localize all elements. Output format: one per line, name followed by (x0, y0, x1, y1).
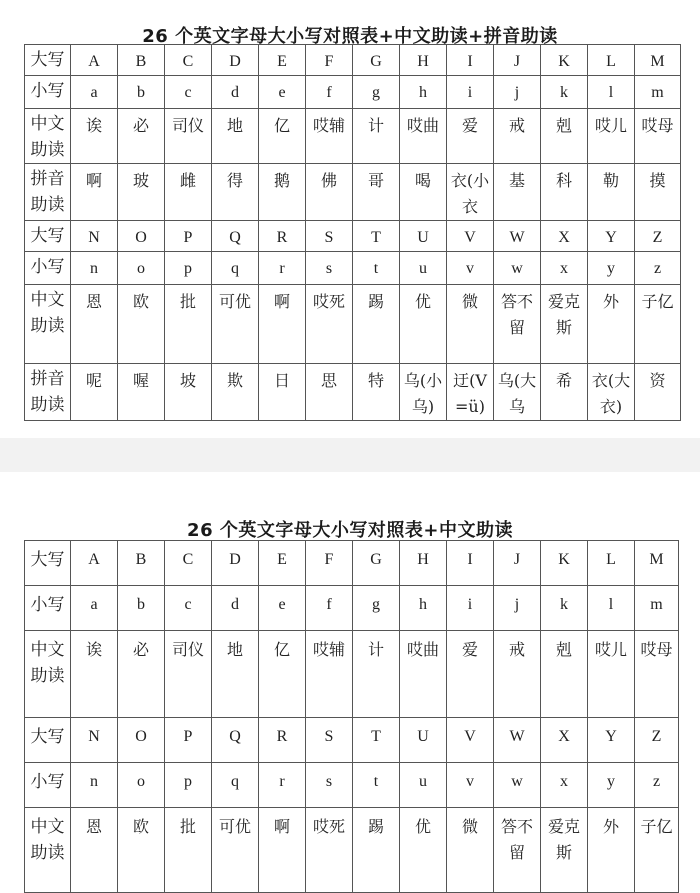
alphabet-table-chinese (24, 540, 679, 893)
table-cell: s (306, 252, 353, 285)
table-cell: 批 (165, 285, 212, 364)
row-header: 小写 (25, 76, 71, 109)
table-cell: v (447, 252, 494, 285)
table-cell: 恩 (71, 808, 118, 893)
row-header: 中文助读 (25, 631, 71, 718)
row-header: 中文助读 (25, 285, 71, 364)
row-header: 中文助读 (25, 808, 71, 893)
table-cell: 地 (212, 109, 259, 164)
table-cell: e (259, 76, 306, 109)
table-cell: k (541, 76, 588, 109)
table-cell: L (588, 541, 635, 586)
table-cell: I (447, 45, 494, 76)
table-cell: 可优 (212, 808, 259, 893)
table-cell: R (259, 718, 306, 763)
row-header: 小写 (25, 252, 71, 285)
table-cell: p (165, 763, 212, 808)
table-cell: F (306, 541, 353, 586)
table-row (25, 252, 681, 285)
section-divider (0, 438, 700, 472)
table-cell: V (447, 718, 494, 763)
table-cell: 日 (259, 364, 306, 421)
table-cell: 喝 (400, 164, 447, 221)
table-cell: n (71, 252, 118, 285)
table-cell: 爱 (447, 109, 494, 164)
table-cell: 踢 (353, 808, 400, 893)
table-cell: l (588, 76, 635, 109)
table-cell: 诶 (71, 631, 118, 718)
table-cell: Y (588, 718, 635, 763)
table-cell: b (118, 76, 165, 109)
table-cell: 思 (306, 364, 353, 421)
table-panel-with-pinyin (0, 0, 700, 438)
table-cell: x (541, 763, 588, 808)
table-cell: 衣(小衣 (447, 164, 494, 221)
table-cell: 外 (588, 285, 635, 364)
table-cell: W (494, 221, 541, 252)
table-cell: 勒 (588, 164, 635, 221)
table-cell: 雌 (165, 164, 212, 221)
table-cell: 基 (494, 164, 541, 221)
table-cell: N (71, 221, 118, 252)
table-cell: 哎曲 (400, 109, 447, 164)
table-cell: V (447, 221, 494, 252)
table-cell: 司仪 (165, 109, 212, 164)
table-cell: t (353, 252, 400, 285)
table-cell: 资 (635, 364, 681, 421)
table-cell: E (259, 45, 306, 76)
table-cell: J (494, 45, 541, 76)
table-cell: X (541, 718, 588, 763)
table-cell: H (400, 45, 447, 76)
table-cell: 外 (588, 808, 635, 893)
table-cell: u (400, 252, 447, 285)
table-cell: 可优 (212, 285, 259, 364)
table-cell: r (259, 252, 306, 285)
table-cell: w (494, 252, 541, 285)
table-cell: 哎辅 (306, 631, 353, 718)
table-cell: 必 (118, 109, 165, 164)
table-cell: 亿 (259, 109, 306, 164)
table-row (25, 763, 679, 808)
table-body (25, 541, 679, 893)
table-cell: C (165, 541, 212, 586)
table-cell: 恩 (71, 285, 118, 364)
table-cell: D (212, 541, 259, 586)
table-cell: g (353, 586, 400, 631)
table-cell: 欺 (212, 364, 259, 421)
table-row (25, 586, 679, 631)
table-cell: C (165, 45, 212, 76)
table-cell: E (259, 541, 306, 586)
table-cell: 答不留 (494, 285, 541, 364)
table-cell: q (212, 763, 259, 808)
table-cell: B (118, 45, 165, 76)
table-cell: y (588, 763, 635, 808)
table-cell: O (118, 718, 165, 763)
row-header: 小写 (25, 586, 71, 631)
row-header: 大写 (25, 718, 71, 763)
table-cell: T (353, 718, 400, 763)
table-cell: P (165, 221, 212, 252)
table-row (25, 164, 681, 221)
table-cell: H (400, 541, 447, 586)
table-cell: L (588, 45, 635, 76)
table-cell: K (541, 541, 588, 586)
table-row (25, 541, 679, 586)
table-cell: 剋 (541, 109, 588, 164)
table-cell: 乌(小乌) (400, 364, 447, 421)
table-cell: 佛 (306, 164, 353, 221)
table-cell: U (400, 718, 447, 763)
table-cell: y (588, 252, 635, 285)
table-cell: 哎死 (306, 285, 353, 364)
table-cell: v (447, 763, 494, 808)
table-cell: 坡 (165, 364, 212, 421)
table-cell: 诶 (71, 109, 118, 164)
table-cell: 啊 (259, 808, 306, 893)
table-cell: X (541, 221, 588, 252)
row-header: 大写 (25, 45, 71, 76)
table-cell: 爱克斯 (541, 808, 588, 893)
table-cell: 优 (400, 285, 447, 364)
table-cell: x (541, 252, 588, 285)
table-cell: T (353, 221, 400, 252)
table-cell: Z (635, 718, 679, 763)
table-cell: p (165, 252, 212, 285)
table-cell: D (212, 45, 259, 76)
table-cell: N (71, 718, 118, 763)
table-cell: 司仪 (165, 631, 212, 718)
table-cell: 地 (212, 631, 259, 718)
table-cell: 批 (165, 808, 212, 893)
table-cell: k (541, 586, 588, 631)
table-cell: 迂(V=ü) (447, 364, 494, 421)
table-cell: 子亿 (635, 808, 679, 893)
table-cell: z (635, 763, 679, 808)
table-row (25, 109, 681, 164)
table-cell: Z (635, 221, 681, 252)
table-cell: 哎儿 (588, 631, 635, 718)
table-cell: G (353, 541, 400, 586)
table-cell: n (71, 763, 118, 808)
table-cell: Q (212, 221, 259, 252)
table-cell: 戒 (494, 631, 541, 718)
table-cell: t (353, 763, 400, 808)
table-cell: S (306, 221, 353, 252)
table-cell: f (306, 76, 353, 109)
table-title: 26 个英文字母大小写对照表+中文助读 (187, 520, 513, 541)
table-cell: c (165, 586, 212, 631)
table-cell: G (353, 45, 400, 76)
table-cell: m (635, 76, 681, 109)
table-cell: 摸 (635, 164, 681, 221)
table-cell: R (259, 221, 306, 252)
table-cell: 哎母 (635, 109, 681, 164)
table-cell: 微 (447, 808, 494, 893)
row-header: 拼音助读 (25, 364, 71, 421)
table-cell: 踢 (353, 285, 400, 364)
table-cell: 呢 (71, 364, 118, 421)
table-cell: 亿 (259, 631, 306, 718)
row-header: 小写 (25, 763, 71, 808)
table-cell: 乌(大乌 (494, 364, 541, 421)
table-cell: 计 (353, 631, 400, 718)
table-cell: 欧 (118, 808, 165, 893)
table-cell: 哎辅 (306, 109, 353, 164)
table-panel-chinese-only (0, 472, 700, 890)
table-cell: M (635, 541, 679, 586)
table-cell: i (447, 586, 494, 631)
table-cell: j (494, 76, 541, 109)
table-row (25, 221, 681, 252)
table-cell: a (71, 586, 118, 631)
table-cell: I (447, 541, 494, 586)
table-cell: h (400, 76, 447, 109)
table-cell: A (71, 541, 118, 586)
table-cell: i (447, 76, 494, 109)
table-cell: B (118, 541, 165, 586)
table-cell: 爱 (447, 631, 494, 718)
table-cell: 爱克斯 (541, 285, 588, 364)
table-cell: 子亿 (635, 285, 681, 364)
table-row (25, 718, 679, 763)
table-cell: r (259, 763, 306, 808)
table-cell: 必 (118, 631, 165, 718)
table-cell: Q (212, 718, 259, 763)
table-cell: 微 (447, 285, 494, 364)
table-row (25, 631, 679, 718)
table-cell: 答不留 (494, 808, 541, 893)
table-body (25, 45, 681, 421)
table-cell: P (165, 718, 212, 763)
table-cell: 啊 (259, 285, 306, 364)
table-cell: f (306, 586, 353, 631)
table-cell: a (71, 76, 118, 109)
table-cell: c (165, 76, 212, 109)
table-cell: 优 (400, 808, 447, 893)
table-cell: K (541, 45, 588, 76)
table-cell: 衣(大衣) (588, 364, 635, 421)
table-cell: 希 (541, 364, 588, 421)
table-cell: q (212, 252, 259, 285)
alphabet-table-pinyin (24, 44, 681, 421)
table-cell: j (494, 586, 541, 631)
table-cell: U (400, 221, 447, 252)
table-cell: 科 (541, 164, 588, 221)
table-cell: b (118, 586, 165, 631)
table-cell: h (400, 586, 447, 631)
table-cell: 喔 (118, 364, 165, 421)
row-header: 拼音助读 (25, 164, 71, 221)
table-cell: 计 (353, 109, 400, 164)
table-cell: S (306, 718, 353, 763)
table-row (25, 285, 681, 364)
table-row (25, 808, 679, 893)
table-cell: 得 (212, 164, 259, 221)
table-cell: 戒 (494, 109, 541, 164)
table-cell: o (118, 763, 165, 808)
table-cell: 特 (353, 364, 400, 421)
table-cell: J (494, 541, 541, 586)
table-cell: 玻 (118, 164, 165, 221)
table-cell: M (635, 45, 681, 76)
table-cell: u (400, 763, 447, 808)
table-cell: 欧 (118, 285, 165, 364)
table-cell: 哎儿 (588, 109, 635, 164)
table-cell: W (494, 718, 541, 763)
table-cell: 剋 (541, 631, 588, 718)
table-cell: O (118, 221, 165, 252)
table-cell: g (353, 76, 400, 109)
table-cell: 啊 (71, 164, 118, 221)
table-cell: 哎母 (635, 631, 679, 718)
table-row (25, 364, 681, 421)
table-cell: e (259, 586, 306, 631)
table-cell: 哎死 (306, 808, 353, 893)
table-cell: d (212, 586, 259, 631)
row-header: 大写 (25, 541, 71, 586)
table-row (25, 45, 681, 76)
table-title: 26 个英文字母大小写对照表+中文助读+拼音助读 (142, 26, 558, 47)
table-cell: Y (588, 221, 635, 252)
table-cell: 哥 (353, 164, 400, 221)
table-cell: 哎曲 (400, 631, 447, 718)
table-cell: l (588, 586, 635, 631)
table-cell: z (635, 252, 681, 285)
table-cell: o (118, 252, 165, 285)
table-cell: d (212, 76, 259, 109)
table-cell: A (71, 45, 118, 76)
row-header: 中文助读 (25, 109, 71, 164)
table-cell: s (306, 763, 353, 808)
table-cell: m (635, 586, 679, 631)
table-cell: 鹅 (259, 164, 306, 221)
table-cell: w (494, 763, 541, 808)
table-cell: F (306, 45, 353, 76)
row-header: 大写 (25, 221, 71, 252)
table-row (25, 76, 681, 109)
